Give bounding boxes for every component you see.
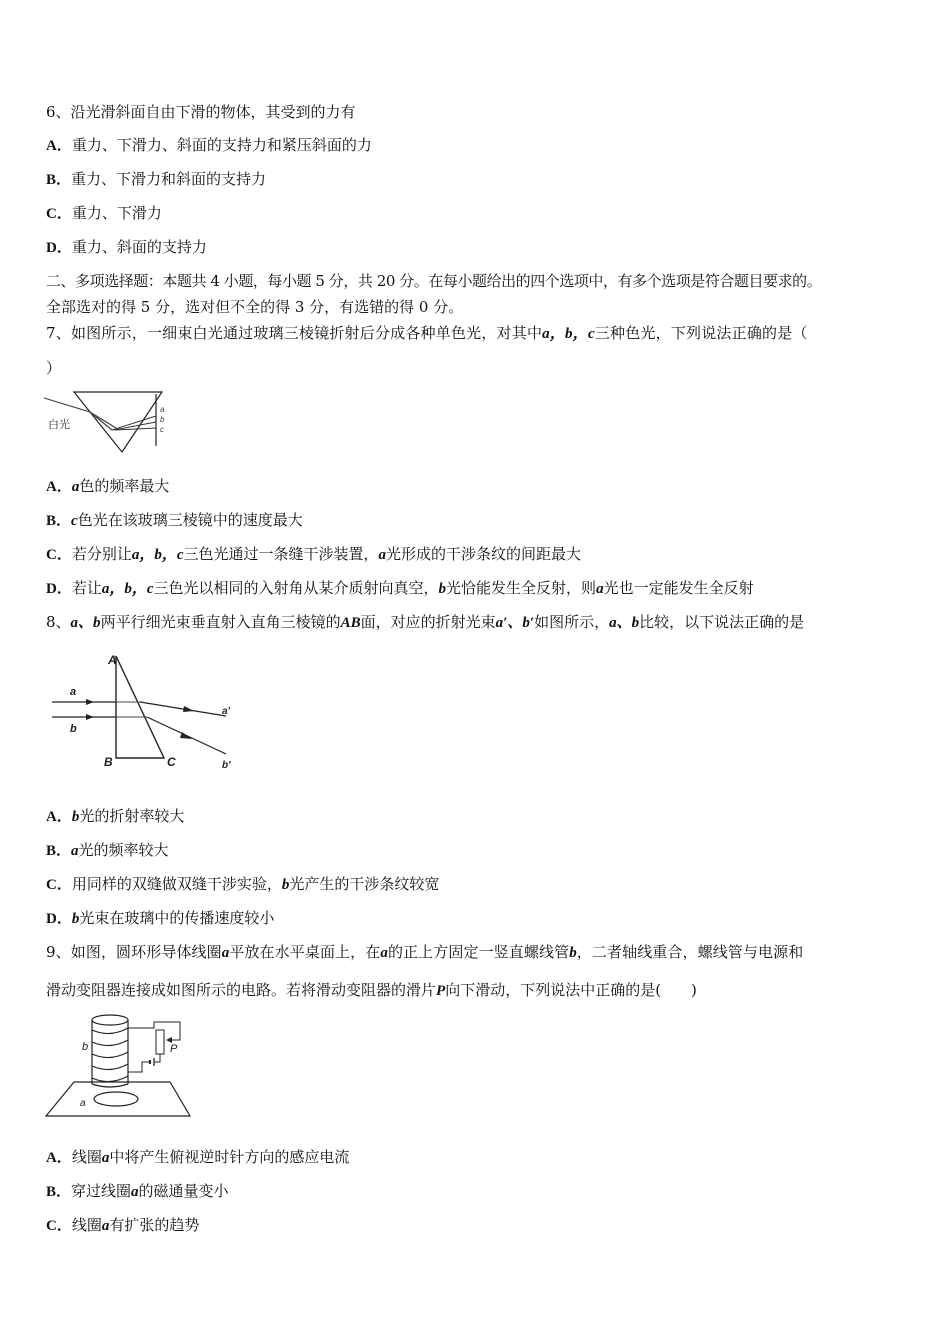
wire-bottom (128, 1062, 150, 1072)
q9-stem-line2: 滑动变阻器连接成如图所示的电路。若将滑动变阻器的滑片P向下滑动，下列说法中正确的是( ) (46, 981, 697, 999)
section2-heading: 二、多项选择题：本题共 4 小题，每小题 5 分，共 20 分。在每小题给出的四个选项中，有多个选项是符合题目要求的。 (46, 272, 822, 290)
beam-b-out-label: b' (222, 760, 231, 771)
winding-3 (92, 1052, 128, 1058)
q9-option-a: A．线圈a中将产生俯视逆时针方向的感应电流 (46, 1148, 350, 1166)
arrow-a-in (86, 699, 94, 705)
q8-option-d: D．b光束在玻璃中的传播速度较小 (46, 909, 275, 927)
prism-triangle (74, 392, 162, 452)
right-prism-figure (48, 650, 243, 775)
q7-option-d: D．若让a，b，c三色光以相同的入射角从某介质射向真空，b光恰能发生全反射，则a光也一定能发生全反射 (46, 579, 754, 597)
label-c: c (160, 425, 164, 434)
winding-4 (92, 1064, 128, 1070)
beam-a-out-label: a' (222, 706, 230, 717)
beam-a-label: a (70, 686, 77, 698)
prism-figure (44, 388, 174, 458)
q7-option-a: A．a色的频率最大 (46, 477, 170, 495)
q8-option-b: B．a光的频率较大 (46, 841, 169, 859)
label-b: b (160, 415, 165, 424)
section2-scoring: 全部选对的得 5 分，选对但不全的得 3 分，有选错的得 0 分。 (46, 298, 464, 316)
arrow-a-out (183, 706, 194, 712)
solenoid-figure (44, 1008, 194, 1123)
q6-option-c: C．重力、下滑力 (46, 204, 162, 222)
ray-a-out (140, 702, 226, 716)
q7-stem-end: ） (46, 359, 62, 377)
q6-stem: 6、沿光滑斜面自由下滑的物体，其受到的力有 (46, 103, 356, 121)
vertex-c-label: C (167, 755, 176, 769)
q9-stem-line1: 9、如图，圆环形导体线圈a平放在水平桌面上，在a的正上方固定一竖直螺线管b，二者轴线重合，螺线管与电源和 (46, 943, 804, 961)
winding-1 (92, 1028, 128, 1034)
coil-a (94, 1092, 138, 1106)
slider-p-label: P (170, 1043, 178, 1055)
q6-option-b: B．重力、下滑力和斜面的支持力 (46, 170, 267, 188)
solenoid-b-label: b (82, 1041, 89, 1053)
rheostat (156, 1030, 164, 1054)
wire-top (128, 1022, 180, 1040)
table-plane (46, 1082, 190, 1116)
q8-option-a: A．b光的折射率较大 (46, 807, 185, 825)
coil-a-label: a (80, 1098, 86, 1109)
q7-option-c: C．若分别让a，b，c三色光通过一条缝干涉装置，a光形成的干涉条纹的间距最大 (46, 545, 582, 563)
solenoid-bottom (92, 1084, 128, 1087)
q7-option-b: B．c色光在该玻璃三棱镜中的速度最大 (46, 511, 303, 529)
q8-stem: 8、a、b两平行细光束垂直射入直角三棱镜的AB面，对应的折射光束a′、b′如图所示，a、b比较，以下说法正确的是 (46, 613, 805, 631)
q8-option-c: C．用同样的双缝做双缝干涉实验，b光产生的干涉条纹较宽 (46, 875, 440, 893)
q9-option-c: C．线圈a有扩张的趋势 (46, 1216, 200, 1234)
beam-b-label: b (70, 723, 77, 735)
right-prism (116, 656, 164, 758)
solenoid-top (92, 1015, 128, 1025)
q6-option-d: D．重力、斜面的支持力 (46, 238, 207, 256)
q6-option-a: A．重力、下滑力、斜面的支持力和紧压斜面的力 (46, 136, 372, 154)
arrow-b-out (180, 732, 192, 739)
refracted-ray-2 (90, 412, 116, 428)
vertex-b-label: B (104, 755, 113, 769)
incident-white-ray (44, 398, 90, 412)
wire-rheostat-down (154, 1054, 160, 1062)
vertex-a-label: A (108, 653, 117, 667)
q9-option-b: B．穿过线圈a的磁通量变小 (46, 1182, 229, 1200)
q7-stem: 7、如图所示，一细束白光通过玻璃三棱镜折射后分成各种单色光，对其中a，b，c三种色光，下列说法正确的是（ (46, 324, 808, 342)
winding-2 (92, 1040, 128, 1046)
white-light-label: 白光 (48, 419, 70, 431)
arrow-b-in (86, 714, 94, 720)
winding-5 (92, 1076, 128, 1082)
label-a: a (160, 405, 165, 414)
